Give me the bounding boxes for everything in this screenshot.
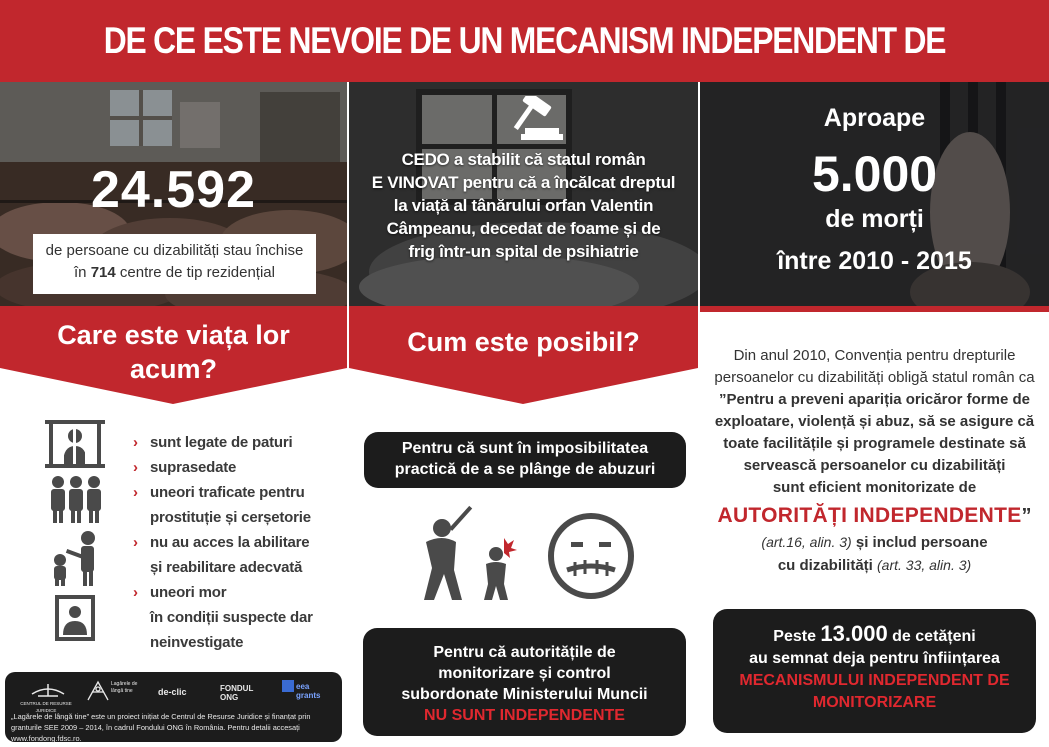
deaths-prefix: Aproape bbox=[823, 104, 926, 132]
petition-line-2: au semnat deja pentru înființarea bbox=[749, 650, 1000, 667]
quote-line-1: ”Pentru a preveni apariția oricăror forme de bbox=[719, 391, 1030, 408]
quote-close: ” bbox=[1021, 505, 1032, 527]
bullet-chevron-icon: › bbox=[133, 434, 138, 451]
convention-line-2: persoanelor cu dizabilități obligă statul român ca bbox=[714, 369, 1035, 386]
cedo-line-4: Câmpeanu, decedat de foame și de bbox=[386, 219, 661, 238]
logo-camps: Lagărele de lângă tine bbox=[111, 681, 138, 694]
caption-prefix: în bbox=[74, 264, 91, 281]
complaint-impossible-box bbox=[364, 432, 686, 488]
quote-line-2: exploatare, violență și abuz, să se asigure că bbox=[714, 413, 1035, 430]
caption-suffix: centre de tip rezidențial bbox=[115, 264, 275, 281]
article-line-2-text: cu dizabilități bbox=[777, 557, 878, 574]
bullet-chevron-icon: › bbox=[133, 534, 138, 551]
deaths-label: de morți bbox=[825, 205, 924, 233]
residents-caption-box bbox=[33, 234, 316, 294]
logo-eea-grants: eea grants bbox=[296, 682, 321, 700]
petition-suffix: de cetățeni bbox=[887, 628, 976, 645]
list-item-continuation: prostituție și cerșetorie bbox=[150, 509, 311, 526]
authorities-line-3: subordonate Ministerului Muncii bbox=[401, 686, 648, 703]
complaint-line-1: Pentru că sunt în imposibilitatea bbox=[401, 440, 649, 457]
not-independent-label: NU SUNT INDEPENDENTE bbox=[424, 707, 625, 724]
cedo-line-1: CEDO a stabilit că statul român bbox=[401, 150, 646, 169]
list-item-text: suprasedate bbox=[150, 459, 237, 476]
list-item-text: uneori traficate pentru bbox=[150, 484, 305, 501]
logo-resource-centre: CENTRUL DE RESURSE JURIDICE bbox=[20, 701, 72, 713]
article-33-ref: (art. 33, alin. 3) bbox=[877, 557, 972, 573]
list-item-continuation: și reabilitare adecvată bbox=[150, 559, 303, 576]
residents-caption-line2 bbox=[39, 262, 310, 284]
list-item bbox=[133, 530, 343, 555]
article-line-1-text: și includ persoane bbox=[851, 534, 988, 551]
list-item-text: nu au acces la abilitare bbox=[150, 534, 310, 551]
bullet-chevron-icon: › bbox=[133, 584, 138, 601]
list-item bbox=[133, 430, 343, 455]
authority-line bbox=[700, 503, 1049, 531]
article-line-1 bbox=[700, 531, 1049, 554]
convention-text bbox=[700, 345, 1049, 577]
banner-col3 bbox=[700, 306, 1049, 346]
deaths-count: 5.000 bbox=[811, 146, 938, 202]
petition-prefix: Peste bbox=[773, 628, 821, 645]
list-item bbox=[133, 455, 343, 480]
cedo-line-3: la viață al tânărului orfan Valentin bbox=[393, 196, 654, 215]
quote-line-5: sunt eficient monitorizate de bbox=[772, 479, 977, 496]
cedo-ruling-text bbox=[349, 148, 698, 263]
page-title: DE CE ESTE NEVOIE DE UN MECANISM INDEPENDENT DE bbox=[103, 20, 946, 61]
bullet-chevron-icon: › bbox=[133, 459, 138, 476]
signatures-count: 13.000 bbox=[820, 621, 888, 646]
deaths-period: între 2010 - 2015 bbox=[777, 247, 972, 275]
article-line-2 bbox=[700, 554, 1049, 577]
gavel-icon bbox=[505, 96, 565, 142]
silenced-face-icon bbox=[547, 512, 635, 600]
heading-life-now-line2: acum? bbox=[129, 354, 218, 384]
cedo-line-2: E VINOVAT pentru că a încălcat dreptul bbox=[371, 173, 676, 192]
petition-box bbox=[713, 609, 1036, 733]
person-behind-bars-icon bbox=[45, 420, 105, 468]
camp-logo-icon bbox=[86, 680, 110, 702]
petition-line-1 bbox=[713, 623, 1036, 648]
centres-count: 714 bbox=[90, 264, 116, 281]
independent-authorities-label: AUTORITĂȚI INDEPENDENTE bbox=[717, 504, 1022, 527]
convention-line-1: Din anul 2010, Convenția pentru drepturile bbox=[733, 347, 1016, 364]
eea-flag-icon bbox=[282, 680, 294, 692]
complaint-line-2: practică de a se plânge de abuzuri bbox=[394, 461, 656, 478]
project-funding-note: „Lagărele de lângă tine” este un proiect inițiat de Centrul de Resurse Juridice și finanțat prin granturile SEE 2009 – 2014, în cadrul Fondului ONG în România. Pentru detalii accesați www.fondong.fdsc.ro. bbox=[11, 712, 311, 743]
bullet-chevron-icon: › bbox=[133, 484, 138, 501]
mechanism-label-1: MECANISMULUI INDEPENDENT DE bbox=[739, 672, 1010, 689]
list-item bbox=[133, 580, 343, 605]
list-item-text: uneori mor bbox=[150, 584, 227, 601]
framed-portrait-icon bbox=[55, 595, 95, 641]
title-bar bbox=[0, 0, 1049, 82]
logo-declic: de-clic bbox=[158, 687, 187, 697]
scales-logo-icon bbox=[28, 680, 68, 700]
quote-line-3: toate facilitățile și programele destinate să bbox=[723, 435, 1026, 452]
cedo-line-5: frig într-un spital de psihiatrie bbox=[408, 242, 639, 261]
list-item-continuation: neinvestigate bbox=[150, 634, 244, 651]
residents-caption-line1: de persoane cu dizabilități stau închise bbox=[45, 242, 304, 259]
list-item-continuation: în condiții suspecte dar bbox=[150, 609, 313, 626]
article-16-ref: (art.16, alin. 3) bbox=[761, 534, 852, 550]
heading-how-possible: Cum este posibil? bbox=[407, 327, 640, 357]
heading-life-now-line1: Care este viața lor bbox=[57, 320, 290, 350]
not-independent-box bbox=[363, 628, 686, 736]
authorities-line-1: Pentru că autoritățile de bbox=[433, 644, 616, 661]
abuse-icon bbox=[412, 502, 522, 602]
mechanism-label-2: MONITORIZARE bbox=[812, 694, 937, 711]
residents-count: 24.592 bbox=[90, 161, 257, 219]
list-item bbox=[133, 480, 343, 505]
logo-fondul-ong: FONDUL ONG bbox=[220, 684, 254, 702]
list-item-text: sunt legate de paturi bbox=[150, 434, 293, 451]
crowd-icon bbox=[48, 475, 104, 527]
authorities-line-2: monitorizare și control bbox=[438, 665, 611, 682]
trafficking-icon bbox=[48, 530, 104, 586]
heading-life-now bbox=[0, 318, 347, 386]
quote-line-4: servească persoanelor cu dizabilități bbox=[743, 457, 1006, 474]
life-conditions-list bbox=[133, 430, 343, 655]
